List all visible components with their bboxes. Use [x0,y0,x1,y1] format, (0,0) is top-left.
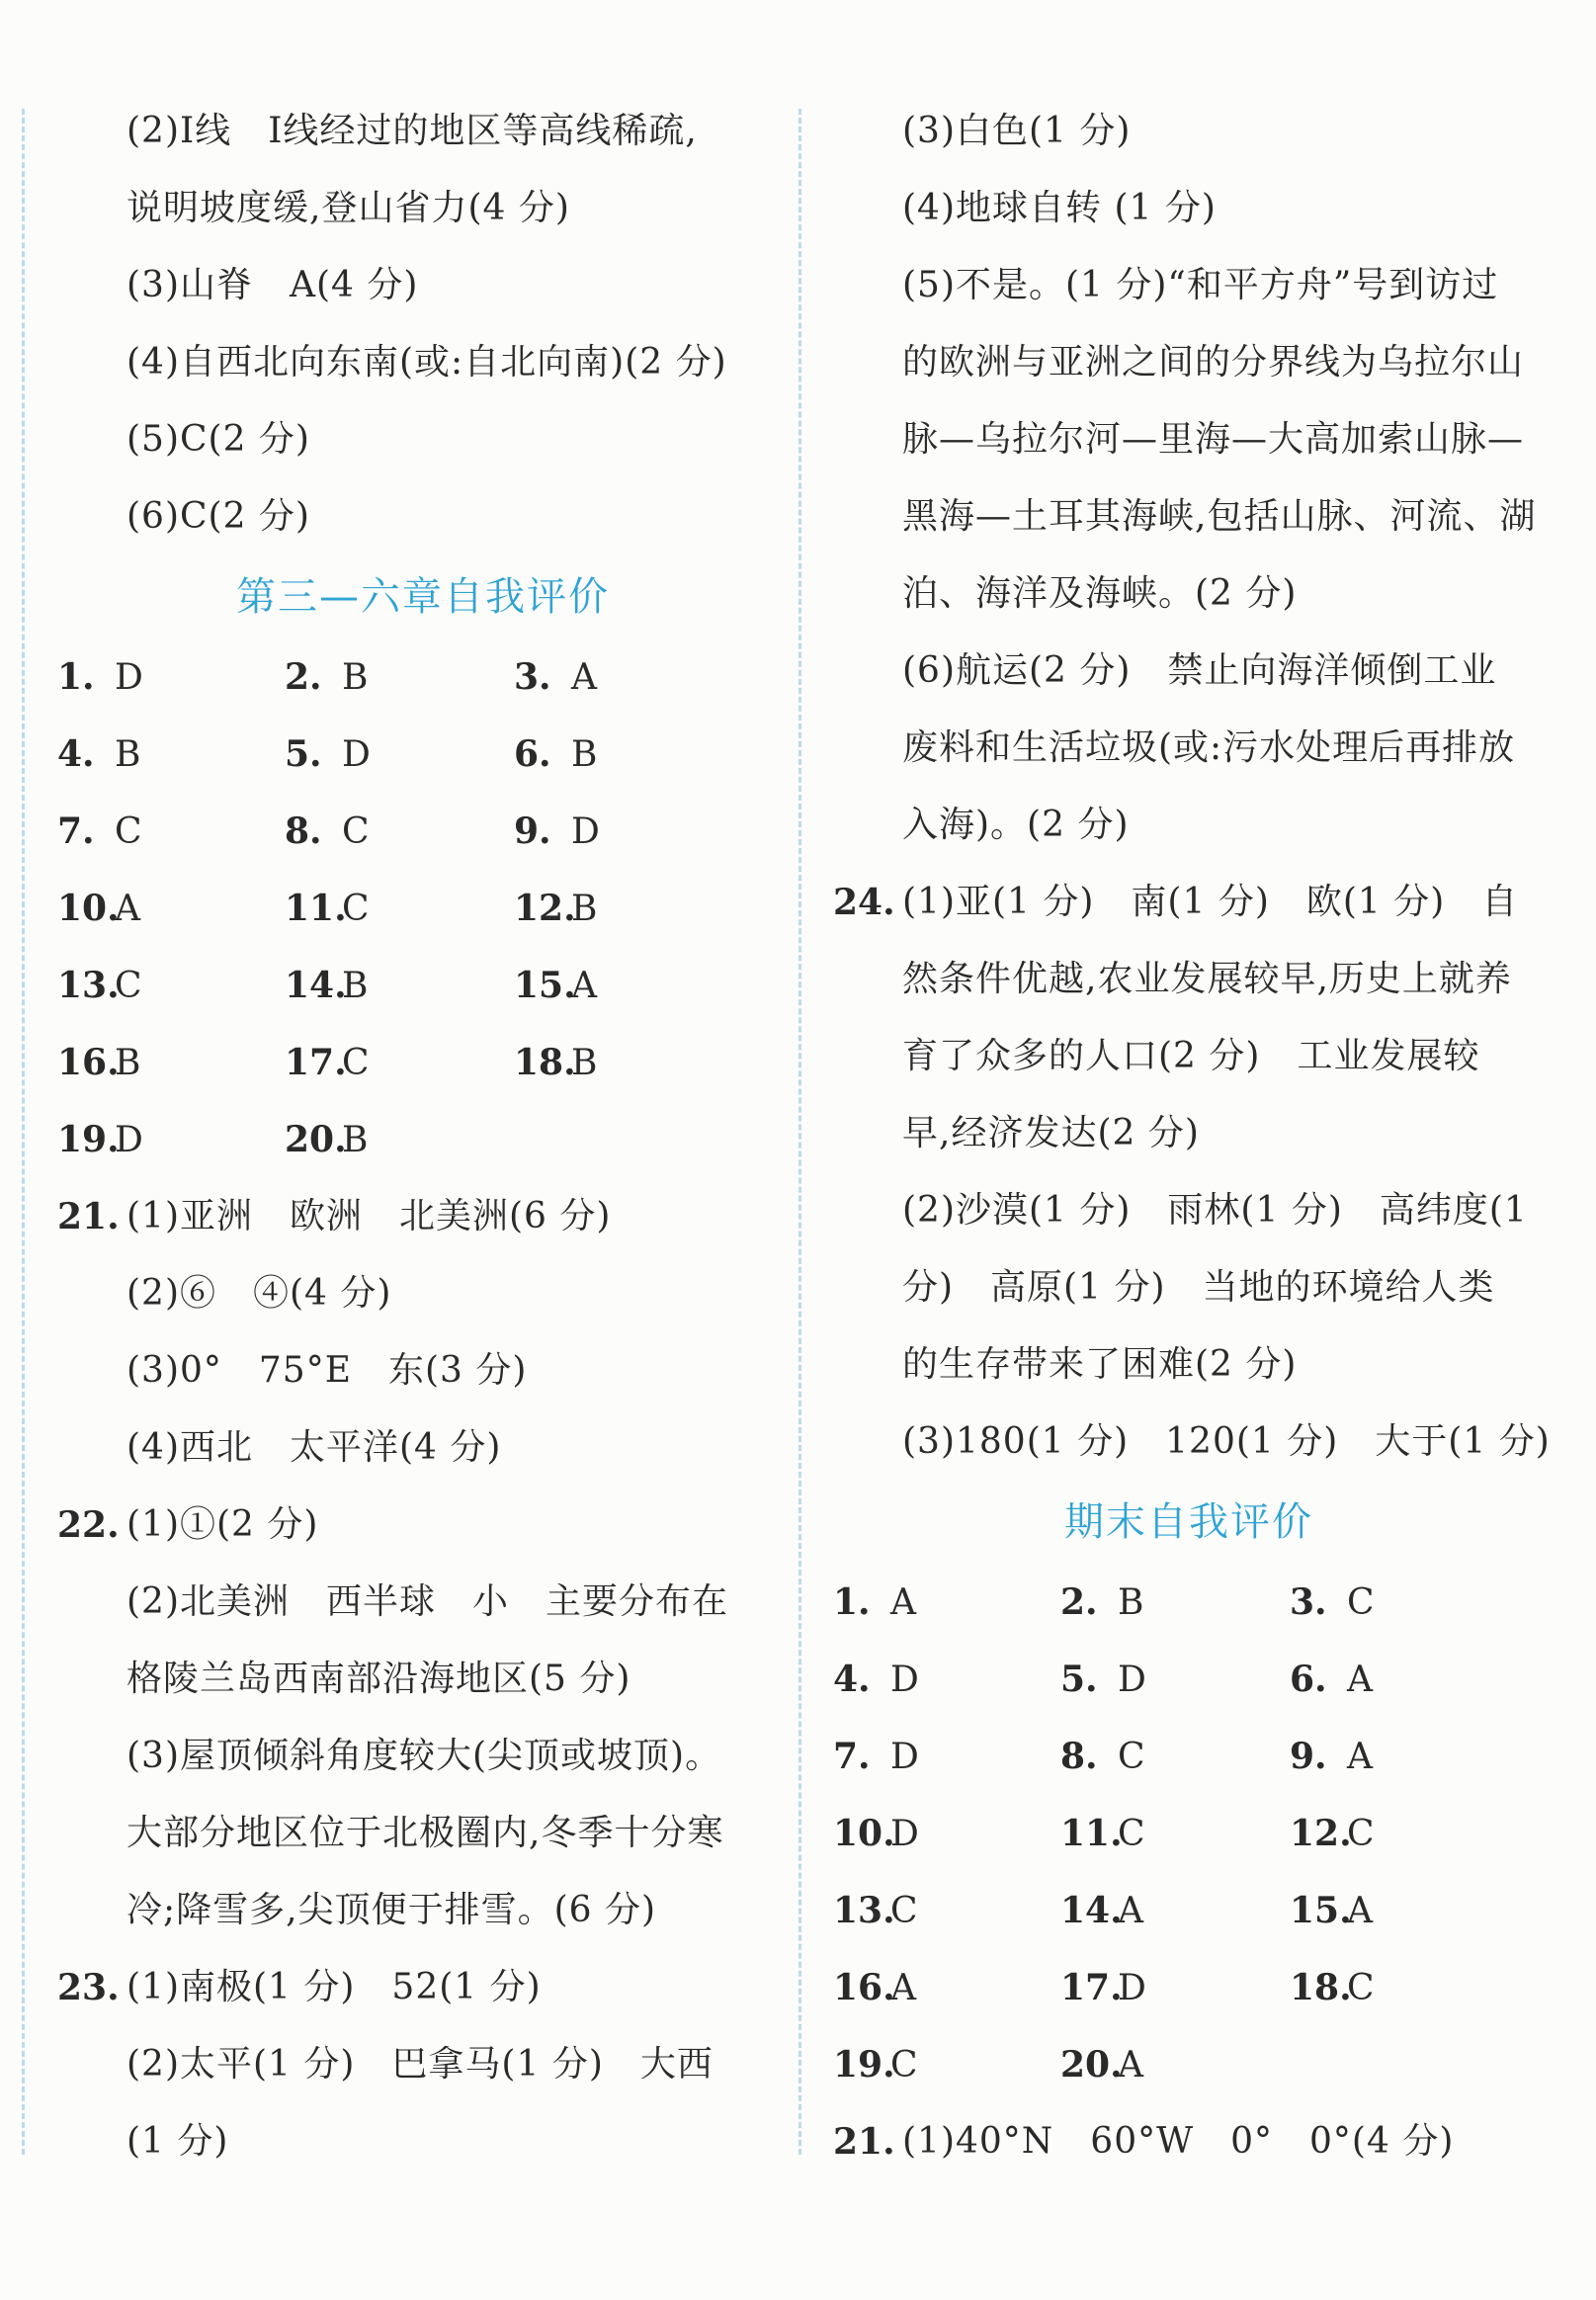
mc-number: 12. [1290,1813,1352,1854]
mc-number: 1. [833,1581,871,1623]
question-21 [833,2103,1545,2180]
answer-line: 废料和生活垃圾(或:污水处理后再排放 [902,727,1516,768]
mc-answer [57,870,285,947]
mc-answer [833,1795,1060,1872]
multiple-choice-grid [57,639,789,1178]
mc-answer [833,1872,1060,1949]
mc-answer [285,1101,514,1178]
mc-number: 9. [514,810,551,852]
answer-line: 的欧洲与亚洲之间的分界线为乌拉尔山 [902,342,1525,383]
mc-choice: D [342,734,371,775]
mc-choice: A [1118,1891,1143,1931]
mc-choice: D [571,811,600,852]
mc-number: 13. [833,1890,895,1931]
column-divider [798,109,801,2155]
mc-choice: D [890,1660,919,1700]
mc-answer [1290,1795,1517,1872]
mc-choice: A [571,657,597,698]
mc-choice: B [571,1043,598,1083]
question-number: 24. [833,882,895,923]
answer-line: (4)西北 太平洋(4 分) [126,1427,502,1468]
answer-line: (1 分) [126,2121,229,2162]
section-heading: 期末自我评价 [1064,1499,1313,1545]
answer-line: (2)沙漠(1 分) 雨林(1 分) 高纬度(1 [902,1190,1528,1231]
mc-number: 7. [57,810,95,852]
mc-number: 8. [285,810,322,852]
margin-dashed-line [22,109,25,2155]
mc-number: 18. [1290,1967,1352,2008]
mc-choice: D [1118,1968,1146,2008]
mc-number: 14. [1060,1890,1123,1931]
answer-line: (2)北美洲 西半球 小 主要分布在 [126,1581,728,1622]
section-heading: 第三—六章自我评价 [236,574,610,620]
mc-choice: B [342,966,369,1006]
answer-line: (6)航运(2 分) 禁止向海洋倾倒工业 [902,650,1497,691]
mc-choice: B [571,734,598,775]
mc-number: 4. [833,1659,871,1700]
mc-answer [833,1718,1060,1795]
mc-number: 16. [833,1967,895,2008]
mc-answer [57,1101,285,1178]
mc-number: 10. [57,888,120,929]
mc-choice: B [342,1120,369,1160]
answer-line: 分) 高原(1 分) 当地的环境给人类 [902,1267,1495,1308]
mc-number: 3. [514,656,551,698]
q20-continuation [57,93,789,555]
answer-line: (2)⑥ ④(4 分) [126,1273,392,1314]
answer-line: 泊、海洋及海峡。(2 分) [902,573,1298,614]
question-number: 23. [57,1967,120,2008]
answer-line: (5)C(2 分) [126,419,310,460]
mc-answer [1290,1564,1517,1641]
answer-line: 脉—乌拉尔河—里海—大高加索山脉— [902,419,1525,460]
mc-choice: C [1347,1968,1375,2008]
answer-line: 入海)。(2 分) [902,805,1130,845]
mc-number: 16. [57,1042,120,1083]
answer-line: (3)山脊 A(4 分) [126,265,419,305]
answer-line: (3)白色(1 分) [902,111,1132,151]
mc-choice: A [890,1968,916,2008]
mc-number: 10. [833,1813,895,1854]
right-column [833,93,1551,2180]
mc-choice: C [342,1043,370,1083]
mc-number: 3. [1290,1581,1327,1623]
mc-number: 7. [833,1736,871,1777]
answer-line: (6)C(2 分) [126,496,310,537]
mc-number: 17. [1060,1967,1123,2008]
mc-answer [285,639,514,716]
mc-choice: C [1347,1582,1375,1623]
question-24 [833,864,1551,1481]
mc-choice: D [115,1120,143,1160]
answer-line: (3)0° 75°E 东(3 分) [126,1350,528,1391]
mc-choice: B [342,657,369,698]
mc-number: 1. [57,656,95,698]
answer-line: (5)不是。(1 分)“和平方舟”号到访过 [902,265,1499,305]
answer-line: (4)地球自转 (1 分) [902,188,1217,228]
mc-choice: B [1118,1582,1144,1623]
mc-number: 20. [1060,2044,1123,2086]
mc-number: 12. [514,888,576,929]
mc-answer [514,947,741,1024]
mc-answer [833,2026,1060,2103]
mc-number: 14. [285,965,347,1006]
mc-answer [1290,1949,1517,2026]
answer-line: 格陵兰岛西南部沿海地区(5 分) [126,1659,631,1699]
mc-answer [285,947,514,1024]
mc-answer [57,793,285,870]
mc-number: 8. [1060,1736,1098,1777]
answer-line: 大部分地区位于北极圈内,冬季十分寒 [126,1813,724,1853]
answer-line: (1)南极(1 分) 52(1 分) [126,1967,542,2007]
mc-answer [1060,1872,1290,1949]
mc-choice: A [890,1582,916,1623]
mc-answer [833,1641,1060,1718]
answer-line: (1)①(2 分) [126,1504,319,1545]
mc-choice: D [1118,1660,1146,1700]
q23-continuation [833,93,1545,864]
mc-number: 19. [833,2044,895,2086]
mc-choice: C [342,811,370,852]
answer-line: (3)屋顶倾斜角度较大(尖顶或坡顶)。 [126,1736,722,1776]
mc-choice: A [115,889,140,929]
mc-answer [514,1024,741,1101]
mc-answer [1060,1641,1290,1718]
mc-choice: C [1118,1814,1145,1854]
left-column [57,93,789,2180]
answer-line: 黑海—土耳其海峡,包括山脉、河流、湖 [902,496,1537,537]
mc-answer [57,947,285,1024]
mc-answer [285,793,514,870]
mc-answer [57,639,285,716]
mc-answer [833,1949,1060,2026]
question-22 [57,1487,789,1949]
mc-number: 15. [514,965,576,1006]
mc-number: 6. [514,733,551,775]
mc-choice: C [342,889,370,929]
mc-choice: D [115,657,143,698]
answer-line: 冷;降雪多,尖顶便于排雪。(6 分) [126,1890,657,1930]
answer-line: (1)40°N 60°W 0° 0°(4 分) [902,2121,1455,2162]
mc-number: 5. [1060,1659,1098,1700]
answer-line: (1)亚洲 欧洲 北美洲(6 分) [126,1196,612,1236]
question-number: 21. [833,2121,895,2163]
mc-number: 11. [1060,1813,1123,1854]
mc-answer [57,1024,285,1101]
mc-choice: C [890,1891,918,1931]
mc-answer [514,793,741,870]
mc-answer [833,1564,1060,1641]
mc-number: 15. [1290,1890,1352,1931]
mc-number: 9. [1290,1736,1327,1777]
mc-choice: A [1347,1891,1373,1931]
question-number: 22. [57,1504,120,1546]
mc-answer [1290,1641,1517,1718]
mc-answer [1060,1949,1290,2026]
answer-line: (4)自西北向东南(或:自北向南)(2 分) [126,342,727,383]
mc-number: 2. [285,656,322,698]
mc-number: 5. [285,733,322,775]
mc-answer [1060,1795,1290,1872]
mc-choice: B [115,1043,141,1083]
mc-choice: A [1118,2045,1143,2086]
mc-answer [1290,1718,1517,1795]
mc-number: 4. [57,733,95,775]
mc-choice: A [1347,1737,1373,1777]
question-23 [57,1949,789,2180]
mc-number: 6. [1290,1659,1327,1700]
mc-answer [514,639,741,716]
answer-line: 育了众多的人口(2 分) 工业发展较 [902,1036,1480,1076]
mc-number: 13. [57,965,120,1006]
answer-line: 说明坡度缓,登山省力(4 分) [126,188,570,228]
mc-answer [514,716,741,793]
mc-answer [285,1024,514,1101]
answer-line: 早,经济发达(2 分) [902,1113,1200,1153]
mc-number: 17. [285,1042,347,1083]
question-21 [57,1178,789,1487]
mc-choice: C [115,966,142,1006]
mc-answer [514,870,741,947]
mc-answer [57,716,285,793]
mc-answer [285,716,514,793]
mc-answer [1290,1872,1517,1949]
answer-line: 然条件优越,农业发展较早,历史上就养 [902,959,1512,999]
mc-number: 19. [57,1119,120,1160]
answer-line: (3)180(1 分) 120(1 分) 大于(1 分) [902,1421,1551,1462]
answer-line: (2)太平(1 分) 巴拿马(1 分) 大西 [126,2044,714,2085]
mc-answer [1060,2026,1290,2103]
mc-number: 18. [514,1042,576,1083]
question-number: 21. [57,1196,120,1237]
mc-choice: D [890,1814,919,1854]
mc-number: 11. [285,888,347,929]
mc-answer [1060,1718,1290,1795]
answer-line: (2)Ⅰ线 Ⅰ线经过的地区等高线稀疏, [126,111,698,151]
mc-choice: B [571,889,598,929]
mc-number: 2. [1060,1581,1098,1623]
mc-choice: C [1347,1814,1375,1854]
mc-choice: C [115,811,142,852]
mc-answer [285,870,514,947]
multiple-choice-grid [833,1564,1545,2103]
mc-choice: C [1118,1737,1145,1777]
mc-choice: C [890,2045,918,2086]
mc-answer [1060,1564,1290,1641]
mc-choice: A [571,966,597,1006]
mc-choice: B [115,734,141,775]
answer-line: 的生存带来了困难(2 分) [902,1344,1298,1385]
mc-choice: A [1347,1660,1373,1700]
mc-number: 20. [285,1119,347,1160]
answer-line: (1)亚(1 分) 南(1 分) 欧(1 分) 自 [902,882,1519,922]
mc-choice: D [890,1737,919,1777]
